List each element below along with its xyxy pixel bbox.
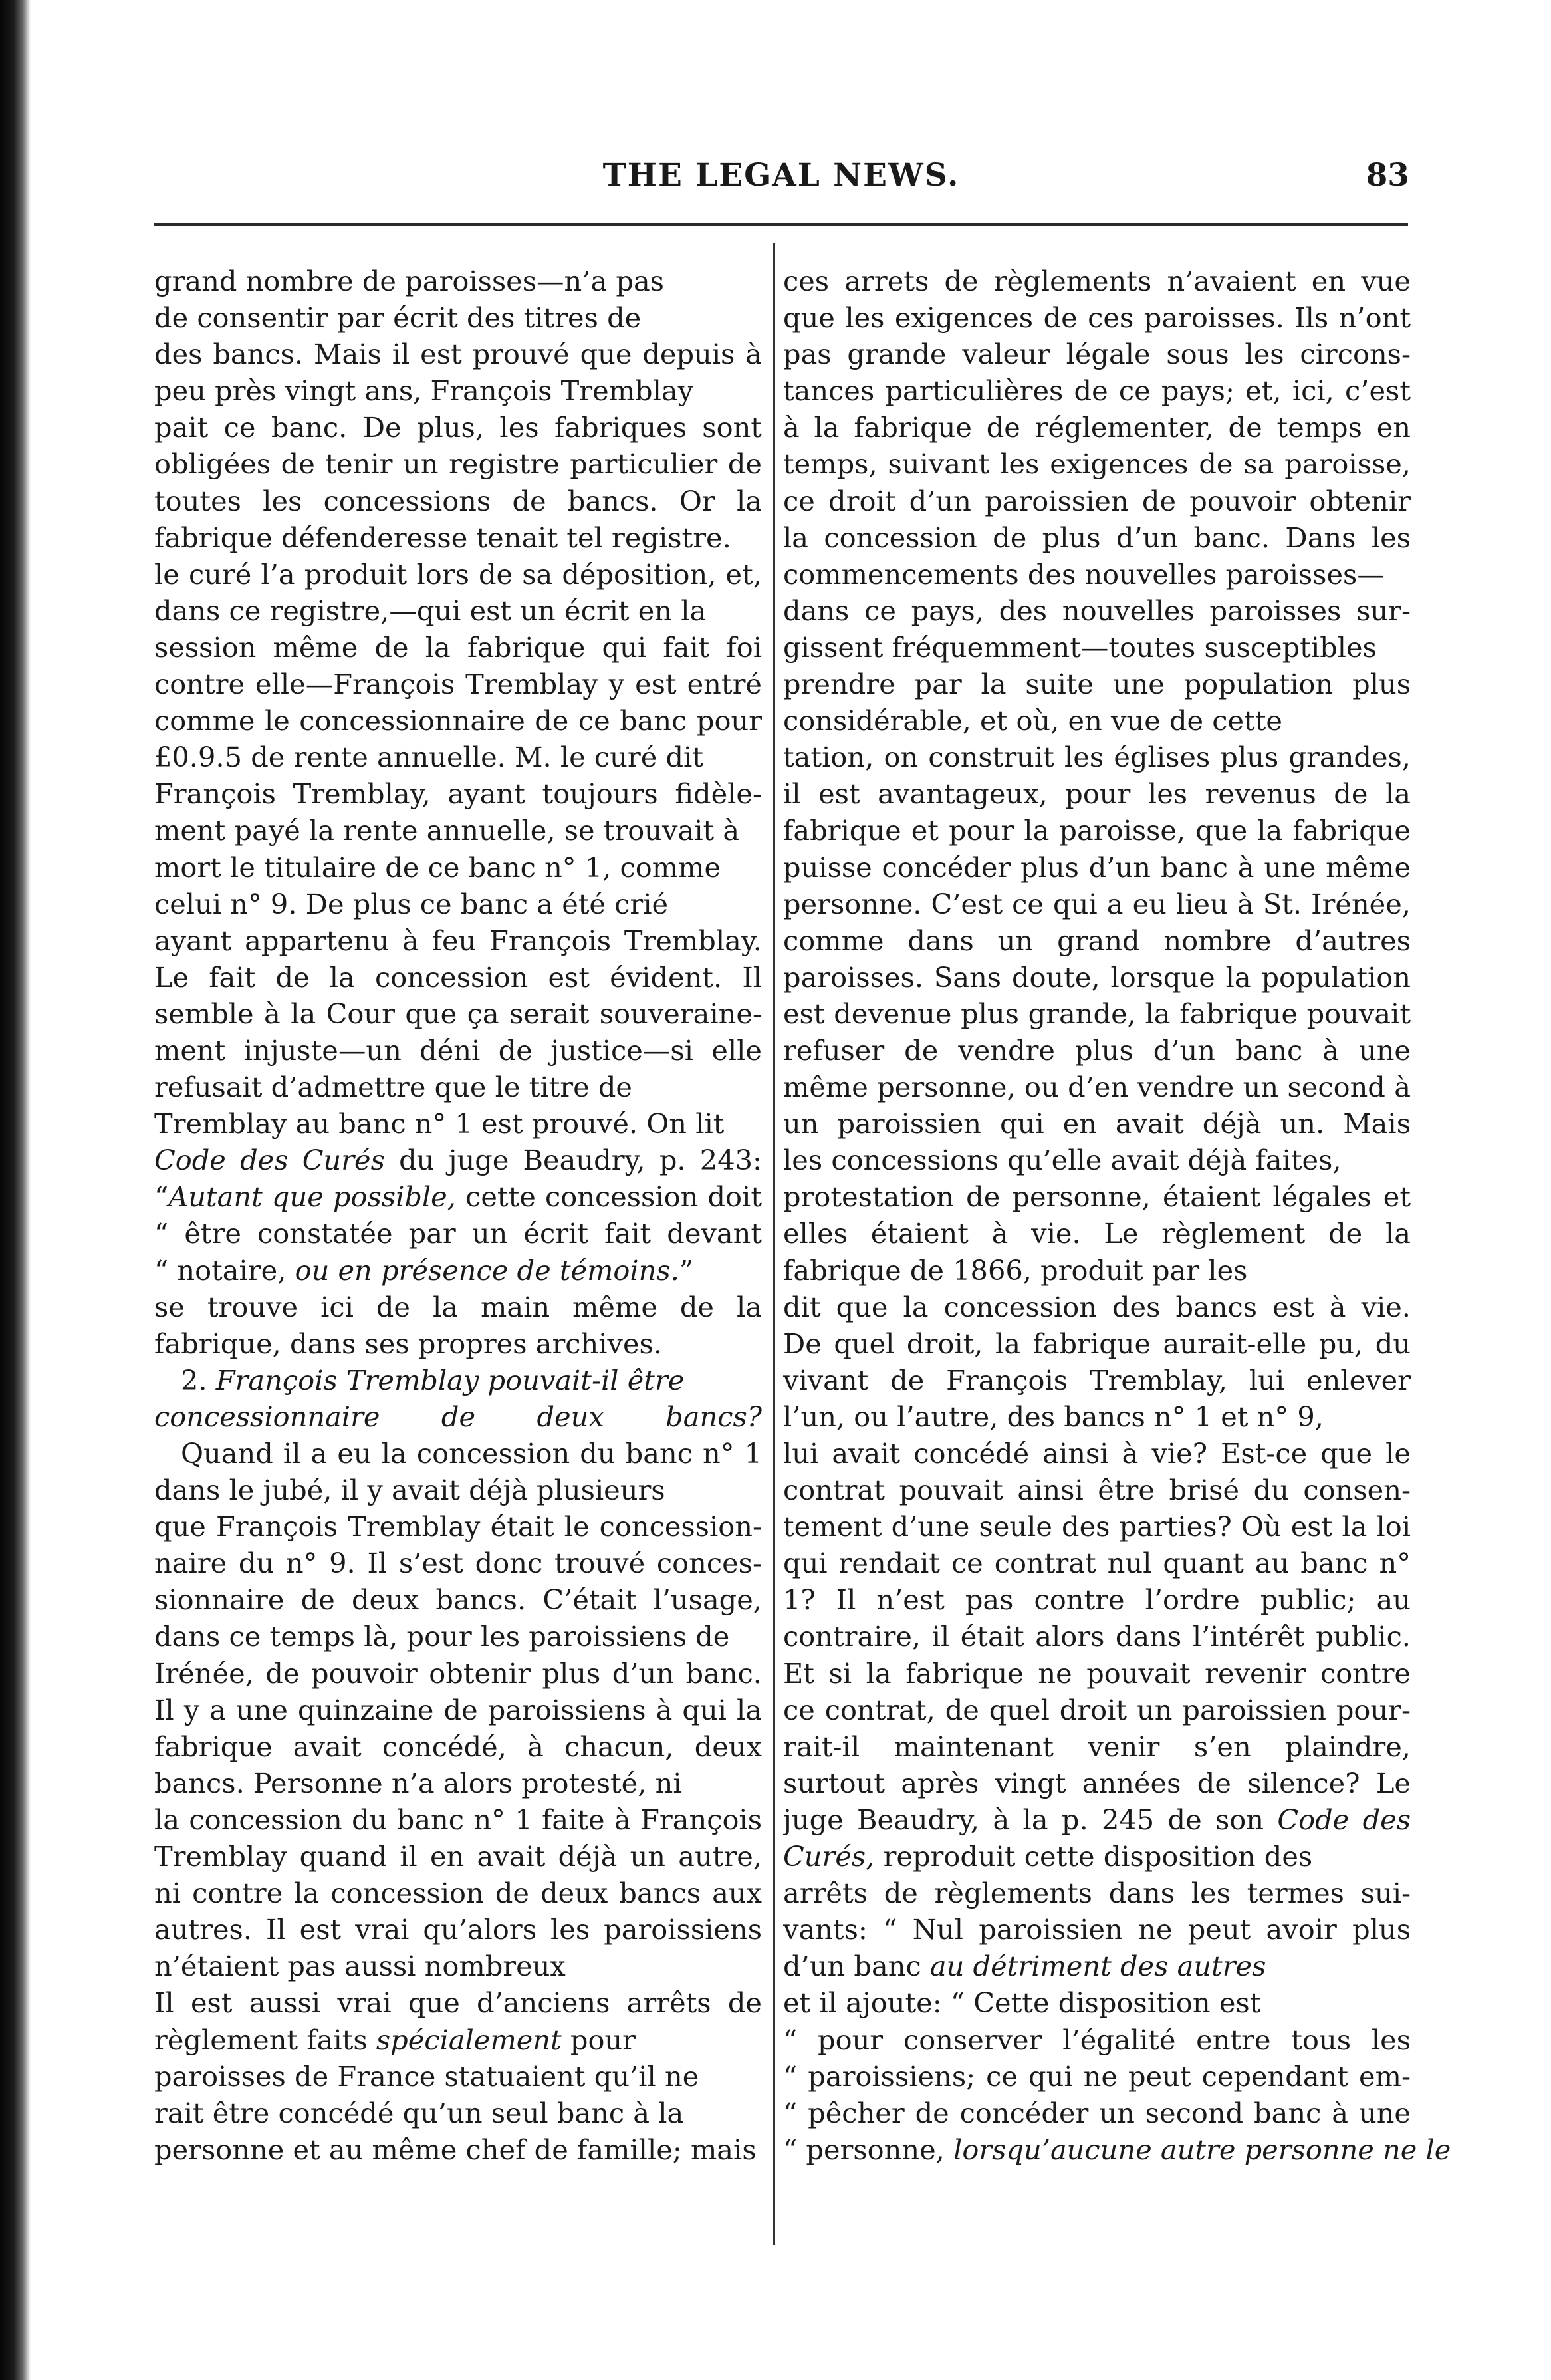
text-line [783, 2058, 1411, 2095]
text-run: la concession de plus d’un banc. Dans les [783, 521, 1411, 554]
text-run: “ paroissiens; ce qui ne peut cependant em- [783, 2059, 1411, 2093]
text-line [154, 1435, 762, 1472]
text-line [783, 2131, 1451, 2168]
text-line [154, 739, 762, 775]
text-line [154, 959, 762, 995]
text-line [783, 702, 1411, 739]
text-run: protestation de personne, étaient légales et [783, 1180, 1411, 1214]
text-line [154, 519, 762, 556]
text-run: personne et au même chef de famille; mais [154, 2133, 757, 2166]
text-line [154, 1325, 762, 1362]
text-run: dans le jubé, il y avait déjà plusieurs [154, 1474, 665, 1507]
text-line [783, 849, 1411, 886]
text-run: tances particulières de ce pays; et, ici, c’est [783, 374, 1411, 408]
text-run: d’un banc [783, 1950, 930, 1983]
text-run: reproduit cette disposition des [883, 1840, 1313, 1873]
text-line [154, 1655, 762, 1692]
text-run: vivant de François Tremblay, lui enlever [783, 1363, 1411, 1396]
left-column [154, 263, 762, 2168]
text-run: semble à la Cour que ça serait souveraine- [154, 997, 762, 1030]
text-run: dans ce temps là, pour les paroissiens de [154, 1620, 730, 1653]
text-line [783, 1875, 1411, 1911]
text-run: pour [561, 2023, 636, 2056]
text-line [154, 1472, 762, 1508]
text-line [783, 1252, 1411, 1289]
text-line [154, 2095, 762, 2131]
text-run: fabrique défenderesse tenait tel registre. [154, 521, 731, 554]
text-run: ” [679, 1254, 694, 1287]
text-line [783, 1911, 1411, 1948]
italic-text: Code des [1277, 1803, 1411, 1836]
text-line [783, 1728, 1411, 1765]
column-divider [773, 243, 775, 2245]
text-run: “ [154, 1180, 169, 1214]
text-run: surtout après vingt années de silence? Le [783, 1766, 1411, 1799]
text-line [154, 1362, 762, 1398]
text-line [783, 1325, 1411, 1362]
text-line [783, 409, 1411, 446]
text-line [154, 666, 762, 702]
text-line [783, 1032, 1411, 1069]
italic-text: au détriment des autres [929, 1950, 1266, 1983]
text-run: François Tremblay, ayant toujours fidèle- [154, 777, 762, 811]
text-line [783, 959, 1411, 995]
text-run: est devenue plus grande, la fabrique pouvait [783, 997, 1411, 1030]
text-run: tement d’une seule des parties? Où est la loi [783, 1510, 1411, 1543]
text-run: peu près vingt ans, François Tremblay [154, 374, 694, 408]
text-run: fabrique de 1866, produit par les [783, 1254, 1248, 1287]
text-line [154, 1069, 762, 1105]
text-line [154, 409, 762, 446]
text-line [154, 886, 762, 922]
text-run: obligées de tenir un registre particulier de [154, 448, 762, 481]
text-run: que les exigences de ces paroisses. Ils n’ont [783, 301, 1411, 334]
text-run: arrêts de règlements dans les termes sui- [783, 1877, 1411, 1910]
text-line [783, 336, 1411, 372]
text-run: contrat pouvait ainsi être brisé du consen- [783, 1474, 1411, 1507]
text-line [783, 1069, 1411, 1105]
text-run: refuser de vendre plus d’un banc à une [783, 1033, 1411, 1067]
text-run: paroisses. Sans doute, lorsque la population [783, 960, 1411, 993]
text-line [783, 1142, 1411, 1178]
text-line [783, 1838, 1411, 1875]
text-line [783, 1105, 1411, 1142]
text-line [154, 1838, 762, 1875]
text-run: Irénée, de pouvoir obtenir plus d’un banc. [154, 1656, 762, 1690]
text-run: ayant appartenu à feu François Tremblay. [154, 924, 762, 957]
italic-text: Code des Curés [154, 1144, 385, 1177]
text-line [783, 2095, 1411, 2131]
text-run: ment injuste—un déni de justice—si elle [154, 1033, 762, 1067]
text-line [783, 1289, 1411, 1325]
text-run: à la fabrique de réglementer, de temps en [783, 411, 1411, 444]
text-run: ni contre la concession de deux bancs aux [154, 1877, 762, 1910]
text-line [783, 1435, 1411, 1472]
text-line [154, 556, 762, 593]
text-line [154, 299, 762, 336]
text-line [783, 629, 1411, 666]
italic-text: ou en présence de témoins. [295, 1254, 679, 1287]
text-line [154, 2058, 762, 2095]
text-line [783, 922, 1411, 959]
text-run: considérable, et où, en vue de cette [783, 704, 1282, 737]
text-line [154, 1765, 762, 1801]
text-line [783, 263, 1411, 299]
italic-text: lorsqu’aucune autre personne ne le [953, 2133, 1451, 2166]
text-run: autres. Il est vrai qu’alors les paroissiens [154, 1913, 762, 1946]
text-run: pait ce banc. De plus, les fabriques sont [154, 411, 762, 444]
text-run: 2. [181, 1363, 216, 1396]
text-run: “ notaire, [154, 1254, 295, 1287]
text-run: se trouve ici de la main même de la [154, 1290, 762, 1323]
text-line [154, 1398, 762, 1435]
text-line [783, 1545, 1411, 1581]
text-line [783, 483, 1411, 519]
text-run: sionnaire de deux bancs. C’était l’usage, [154, 1583, 762, 1617]
text-line [783, 1655, 1411, 1692]
text-line [783, 1398, 1411, 1435]
text-run: les concessions qu’elle avait déjà faites, [783, 1144, 1342, 1177]
text-run: un paroissien qui en avait déjà un. Mais [783, 1107, 1411, 1140]
text-line [154, 1728, 762, 1765]
italic-text: Autant que possible, [168, 1180, 456, 1214]
text-line [783, 519, 1411, 556]
text-run: refusait d’admettre que le titre de [154, 1071, 632, 1104]
text-line [154, 702, 762, 739]
text-run: De quel droit, la fabrique aurait-elle pu, du [783, 1327, 1411, 1360]
text-run: comme le concessionnaire de ce banc pour [154, 704, 762, 737]
text-run: temps, suivant les exigences de sa paroisse, [783, 448, 1411, 481]
text-run: ce droit d’un paroissien de pouvoir obtenir [783, 484, 1411, 517]
text-run: paroisses de France statuaient qu’il ne [154, 2059, 699, 2093]
text-run: puisse concéder plus d’un banc à une même [783, 851, 1411, 884]
text-run: Tremblay au banc n° 1 est prouvé. On lit [154, 1107, 725, 1140]
text-line [154, 922, 762, 959]
text-line [783, 1948, 1411, 1984]
text-run: toutes les concessions de bancs. Or la [154, 484, 762, 517]
text-run: bancs. Personne n’a alors protesté, ni [154, 1766, 682, 1799]
text-line [154, 2022, 762, 2058]
text-line [783, 1178, 1411, 1215]
text-line [154, 1142, 762, 1178]
text-run: elles étaient à vie. Le règlement de la [783, 1217, 1411, 1250]
text-line [783, 446, 1411, 482]
text-line [783, 1618, 1411, 1654]
text-line [154, 2131, 762, 2168]
text-line [783, 1472, 1411, 1508]
text-line [154, 1692, 762, 1728]
text-run: dans ce registre,—qui est un écrit en la [154, 594, 707, 627]
text-run: le curé l’a produit lors de sa déposition, et, [154, 557, 762, 591]
text-run: £0.9.5 de rente annuelle. M. le curé dit [154, 741, 704, 774]
text-line [154, 629, 762, 666]
text-run: Quand il a eu la concession du banc n° 1 [181, 1437, 762, 1470]
text-run: Il y a une quinzaine de paroissiens à qui la [154, 1693, 762, 1726]
text-line [154, 1984, 762, 2021]
text-run: “ pour conserver l’égalité entre tous les [783, 2023, 1411, 2056]
page-header [153, 157, 1409, 203]
text-line [783, 1508, 1411, 1545]
text-run: il est avantageux, pour les revenus de la [783, 777, 1411, 811]
text-line [783, 886, 1411, 922]
text-run: grand nombre de paroisses—n’a pas [154, 265, 664, 297]
text-run: rait être concédé qu’un seul banc à la [154, 2096, 684, 2129]
text-run: des bancs. Mais il est prouvé que depuis à [154, 338, 762, 371]
text-run: de consentir par écrit des titres de [154, 301, 642, 334]
text-run: Et si la fabrique ne pouvait revenir contre [783, 1656, 1411, 1690]
text-line [783, 995, 1411, 1032]
text-run: dans ce pays, des nouvelles paroisses sur- [783, 594, 1411, 627]
text-line [783, 556, 1411, 593]
text-line [154, 1215, 762, 1252]
text-line [783, 1801, 1411, 1838]
text-line [154, 1105, 762, 1142]
text-line [154, 336, 762, 372]
text-line [154, 1875, 762, 1911]
text-line [154, 1618, 762, 1654]
text-line [154, 1178, 762, 1215]
text-run: lui avait concédé ainsi à vie? Est-ce que le [783, 1437, 1411, 1470]
text-line [783, 299, 1411, 336]
text-run: naire du n° 9. Il s’est donc trouvé conces- [154, 1547, 762, 1580]
book-binding-edge [0, 0, 31, 2380]
text-line [154, 849, 762, 886]
text-line [783, 666, 1411, 702]
text-line [154, 1801, 762, 1838]
text-line [154, 1545, 762, 1581]
text-run: gissent fréquemment—toutes susceptibles [783, 630, 1377, 664]
text-line [783, 775, 1411, 812]
text-run: qui rendait ce contrat nul quant au banc n° [783, 1547, 1411, 1580]
text-run: “ personne, [783, 2133, 954, 2166]
text-line [154, 1289, 762, 1325]
italic-text: François Tremblay pouvait-il être [215, 1363, 685, 1396]
text-run: l’un, ou l’autre, des bancs n° 1 et n° 9, [783, 1400, 1324, 1433]
text-run: même personne, ou d’en vendre un second à [783, 1071, 1411, 1104]
text-line [783, 1765, 1411, 1801]
text-run: du juge Beaudry, p. 243: [384, 1144, 762, 1177]
text-line [783, 593, 1411, 629]
text-line [783, 2022, 1411, 2058]
text-line [154, 1948, 762, 1984]
header-rule [154, 223, 1408, 226]
page-number: 83 [1366, 157, 1409, 194]
text-run: Le fait de la concession est évident. Il [154, 960, 762, 993]
text-run: prendre par la suite une population plus [783, 668, 1411, 701]
text-line [154, 446, 762, 482]
text-run: “ pêcher de concéder un second banc à une [783, 2096, 1411, 2129]
text-line [783, 1692, 1411, 1728]
text-run: comme dans un grand nombre d’autres [783, 924, 1411, 957]
text-line [154, 775, 762, 812]
text-run: personne. C’est ce qui a eu lieu à St. Irénée, [783, 887, 1411, 920]
text-run: dit que la concession des bancs est à vie. [783, 1290, 1411, 1323]
text-run: n’étaient pas aussi nombreux [154, 1950, 566, 1983]
italic-text: spécialement [376, 2023, 562, 2056]
text-run: contraire, il était alors dans l’intérêt public. [783, 1620, 1411, 1653]
text-run: Tremblay quand il en avait déjà un autre, [154, 1840, 762, 1873]
text-line [154, 372, 762, 409]
text-run: contre elle—François Tremblay y est entré [154, 668, 762, 701]
text-run: que François Tremblay était le concession- [154, 1510, 762, 1543]
text-run: mort le titulaire de ce banc n° 1, comme [154, 851, 721, 884]
text-run: tation, on construit les églises plus grandes, [783, 741, 1411, 774]
text-run: fabrique avait concédé, à chacun, deux [154, 1730, 762, 1763]
text-run: ment payé la rente annuelle, se trouvait à [154, 814, 740, 847]
text-line [154, 1252, 762, 1289]
text-line [154, 1032, 762, 1069]
text-line [154, 263, 762, 299]
text-run: cette concession doit [455, 1180, 762, 1214]
italic-text: Curés, [783, 1840, 875, 1873]
right-column [783, 263, 1451, 2168]
text-run: fabrique et pour la paroisse, que la fabrique [783, 814, 1411, 847]
text-line [154, 812, 762, 849]
text-run: Il est aussi vrai que d’anciens arrêts de [154, 1986, 762, 2020]
text-run: “ être constatée par un écrit fait devant [154, 1217, 762, 1250]
text-line [783, 1215, 1411, 1252]
text-line [154, 1581, 762, 1618]
text-run: juge Beaudry, à la p. 245 de son [783, 1803, 1278, 1836]
text-run: la concession du banc n° 1 faite à François [154, 1803, 762, 1836]
text-line [783, 739, 1411, 775]
text-run: et il ajoute: “ Cette disposition est [783, 1986, 1261, 2020]
text-line [154, 1911, 762, 1948]
text-run: ce contrat, de quel droit un paroissien pour- [783, 1693, 1411, 1726]
text-line [783, 1362, 1411, 1398]
text-run: ces arrets de règlements n’avaient en vue [783, 265, 1411, 297]
text-line [154, 593, 762, 629]
text-run: rait-il maintenant venir s’en plaindre, [783, 1730, 1411, 1763]
text-run: session même de la fabrique qui fait foi [154, 630, 762, 664]
text-run: commencements des nouvelles paroisses— [783, 557, 1385, 591]
italic-text: concessionnaire de deux bancs? [154, 1400, 762, 1433]
running-title: THE LEGAL NEWS. [602, 157, 960, 194]
text-run: celui n° 9. De plus ce banc a été crié [154, 887, 669, 920]
text-line [783, 812, 1411, 849]
text-run: fabrique, dans ses propres archives. [154, 1327, 663, 1360]
text-line [783, 1581, 1411, 1618]
text-line [783, 1984, 1411, 2021]
text-run: 1? Il n’est pas contre l’ordre public; au [783, 1583, 1411, 1617]
text-line [154, 483, 762, 519]
text-run: pas grande valeur légale sous les circons- [783, 338, 1411, 371]
text-line [783, 372, 1411, 409]
text-run: vants: “ Nul paroissien ne peut avoir plus [783, 1913, 1411, 1946]
text-line [154, 995, 762, 1032]
text-run: règlement faits [154, 2023, 376, 2056]
text-line [154, 1508, 762, 1545]
